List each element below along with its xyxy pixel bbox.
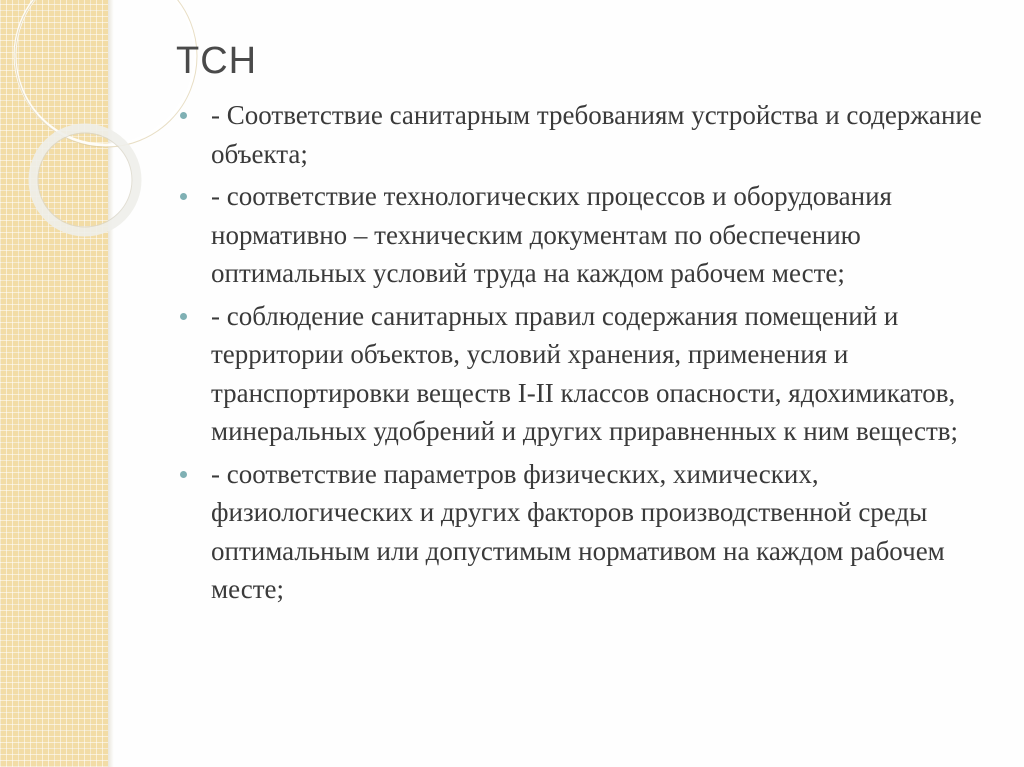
bullet-item-1	[176, 96, 1006, 173]
decorative-side-strip	[0, 0, 108, 767]
bullet-list	[176, 96, 1006, 613]
bullet-item-3	[176, 297, 1006, 451]
bullet-text: - соответствие технологических процессов и оборудования нормативно – техническим документам по обеспечению оптимальных условий труда на каждом рабочем месте;	[211, 181, 892, 288]
bullet-item-4	[176, 455, 1006, 609]
bullet-text: - Соответствие санитарным требованиям устройства и содержание объекта;	[211, 100, 982, 169]
bullet-item-2	[176, 177, 1006, 293]
bullet-dot-icon	[180, 471, 187, 478]
bullet-text: - соответствие параметров физических, химических, физиологических и других факторов производственной среды оптимальным или допустимым нормативом на каждом рабочем месте;	[211, 458, 945, 604]
bullet-dot-icon	[180, 313, 187, 320]
slide-title: ТСН	[176, 40, 258, 82]
bullet-dot-icon	[180, 112, 187, 119]
bullet-dot-icon	[180, 193, 187, 200]
side-strip-shadow	[108, 0, 114, 767]
bullet-text: - соблюдение санитарных правил содержания помещений и территории объектов, условий хранения, применения и транспортировки веществ I-II классов опасности, ядохимикатов, минеральных удобрений и других приравненных к ним веществ;	[211, 300, 959, 446]
